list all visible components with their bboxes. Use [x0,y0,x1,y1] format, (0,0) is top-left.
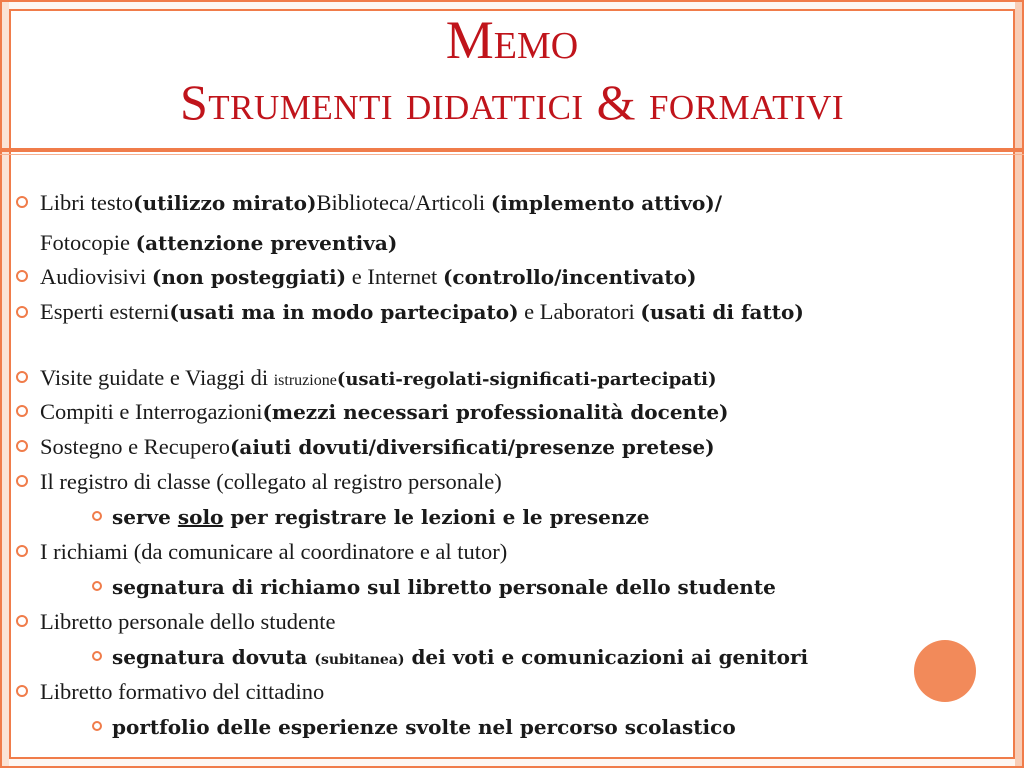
ring-bullet-icon [16,440,28,452]
ring-bullet-icon [16,545,28,557]
list-item [16,539,1014,565]
item-text: Audiovisivi [40,264,152,289]
item-text: Esperti esterni [40,299,170,324]
item-text: e Internet [346,264,443,289]
list-item-text [16,190,1014,216]
item-emphasis-small: (subitanea) [314,652,405,668]
title-divider [0,148,1024,152]
item-emphasis: (usati di fatto) [640,300,804,324]
item-emphasis: (attenzione preventiva) [135,231,398,255]
list-item-text [16,434,1014,460]
decorative-circle [914,640,976,702]
sub-item-text [16,714,1014,740]
item-emphasis: (mezzi necessari professionalità docente) [262,400,729,424]
sub-list-item [16,504,1014,530]
item-text: Biblioteca/Articoli [316,190,491,215]
ring-bullet-icon [16,615,28,627]
list-item [16,679,1014,705]
sub-list-item [16,574,1014,600]
list-item [16,399,1014,425]
item-text-small: istruzione [273,372,337,389]
ring-bullet-icon [16,371,28,383]
ring-bullet-icon [16,405,28,417]
item-emphasis: (usati ma in modo partecipato) [169,300,519,324]
ring-bullet-icon [16,475,28,487]
ring-bullet-icon [92,511,102,521]
sub-item-text [16,574,1014,600]
item-emphasis: (aiuti dovuti/diversificati/presenze pretese) [229,435,715,459]
item-emphasis: per registrare le lezioni e le presenze [223,505,650,529]
slide-subtitle: Strumenti didattici & formativi [179,74,845,130]
item-emphasis: (implemento attivo)/ [490,191,723,215]
list-item-text: I richiami (da comunicare al coordinatore e al tutor) [40,539,508,564]
title-divider-thin [0,154,1024,155]
item-emphasis-underlined: solo [177,505,224,529]
list-item [16,434,1014,460]
list-item-text [16,365,1014,394]
item-emphasis: dei voti e comunicazioni ai genitori [404,645,809,669]
list-item-text [16,399,1014,425]
item-emphasis: (usati-regolati-significati-partecipati) [336,369,717,390]
list-item-continuation [16,230,1014,256]
item-text: Fotocopie [40,230,136,255]
ring-bullet-icon [92,651,102,661]
list-item [16,300,1014,324]
item-text: e Laboratori [518,299,641,324]
list-item-text: Libretto formativo del cittadino [40,679,325,704]
item-emphasis: (non posteggiati) [151,265,347,289]
item-emphasis: segnatura di richiamo sul libretto personale dello studente [112,575,776,599]
list-item-text [16,230,1014,256]
list-item [16,609,1014,635]
ring-bullet-icon [16,196,28,208]
list-item-text [16,300,1014,324]
item-emphasis: portfolio delle esperienze svolte nel percorso scolastico [112,715,736,739]
ring-bullet-icon [92,581,102,591]
ring-bullet-icon [16,685,28,697]
ring-bullet-icon [16,270,28,282]
item-text: Libri testo [40,190,134,215]
slide-title: Memo [445,10,579,70]
list-item [16,190,1014,216]
item-emphasis: segnatura dovuta [112,645,315,669]
item-text: Compiti e Interrogazioni [40,399,263,424]
sub-list-item [16,714,1014,740]
item-text: Visite guidate e Viaggi di [40,365,274,390]
item-emphasis: serve [112,505,178,529]
list-item [16,469,1014,495]
sub-item-text [16,504,1014,530]
item-emphasis: (controllo/incentivato) [442,265,697,289]
item-text: Sostegno e Recupero [40,434,230,459]
item-emphasis: (utilizzo mirato) [133,191,317,215]
list-item-text [16,264,1014,290]
list-item [16,264,1014,290]
ring-bullet-icon [92,721,102,731]
ring-bullet-icon [16,306,28,318]
list-item-text: Il registro di classe (collegato al registro personale) [40,469,502,494]
list-item [16,365,1014,394]
sub-list-item [16,644,1014,673]
list-item-text: Libretto personale dello studente [40,609,336,634]
sub-item-text [16,644,1014,673]
